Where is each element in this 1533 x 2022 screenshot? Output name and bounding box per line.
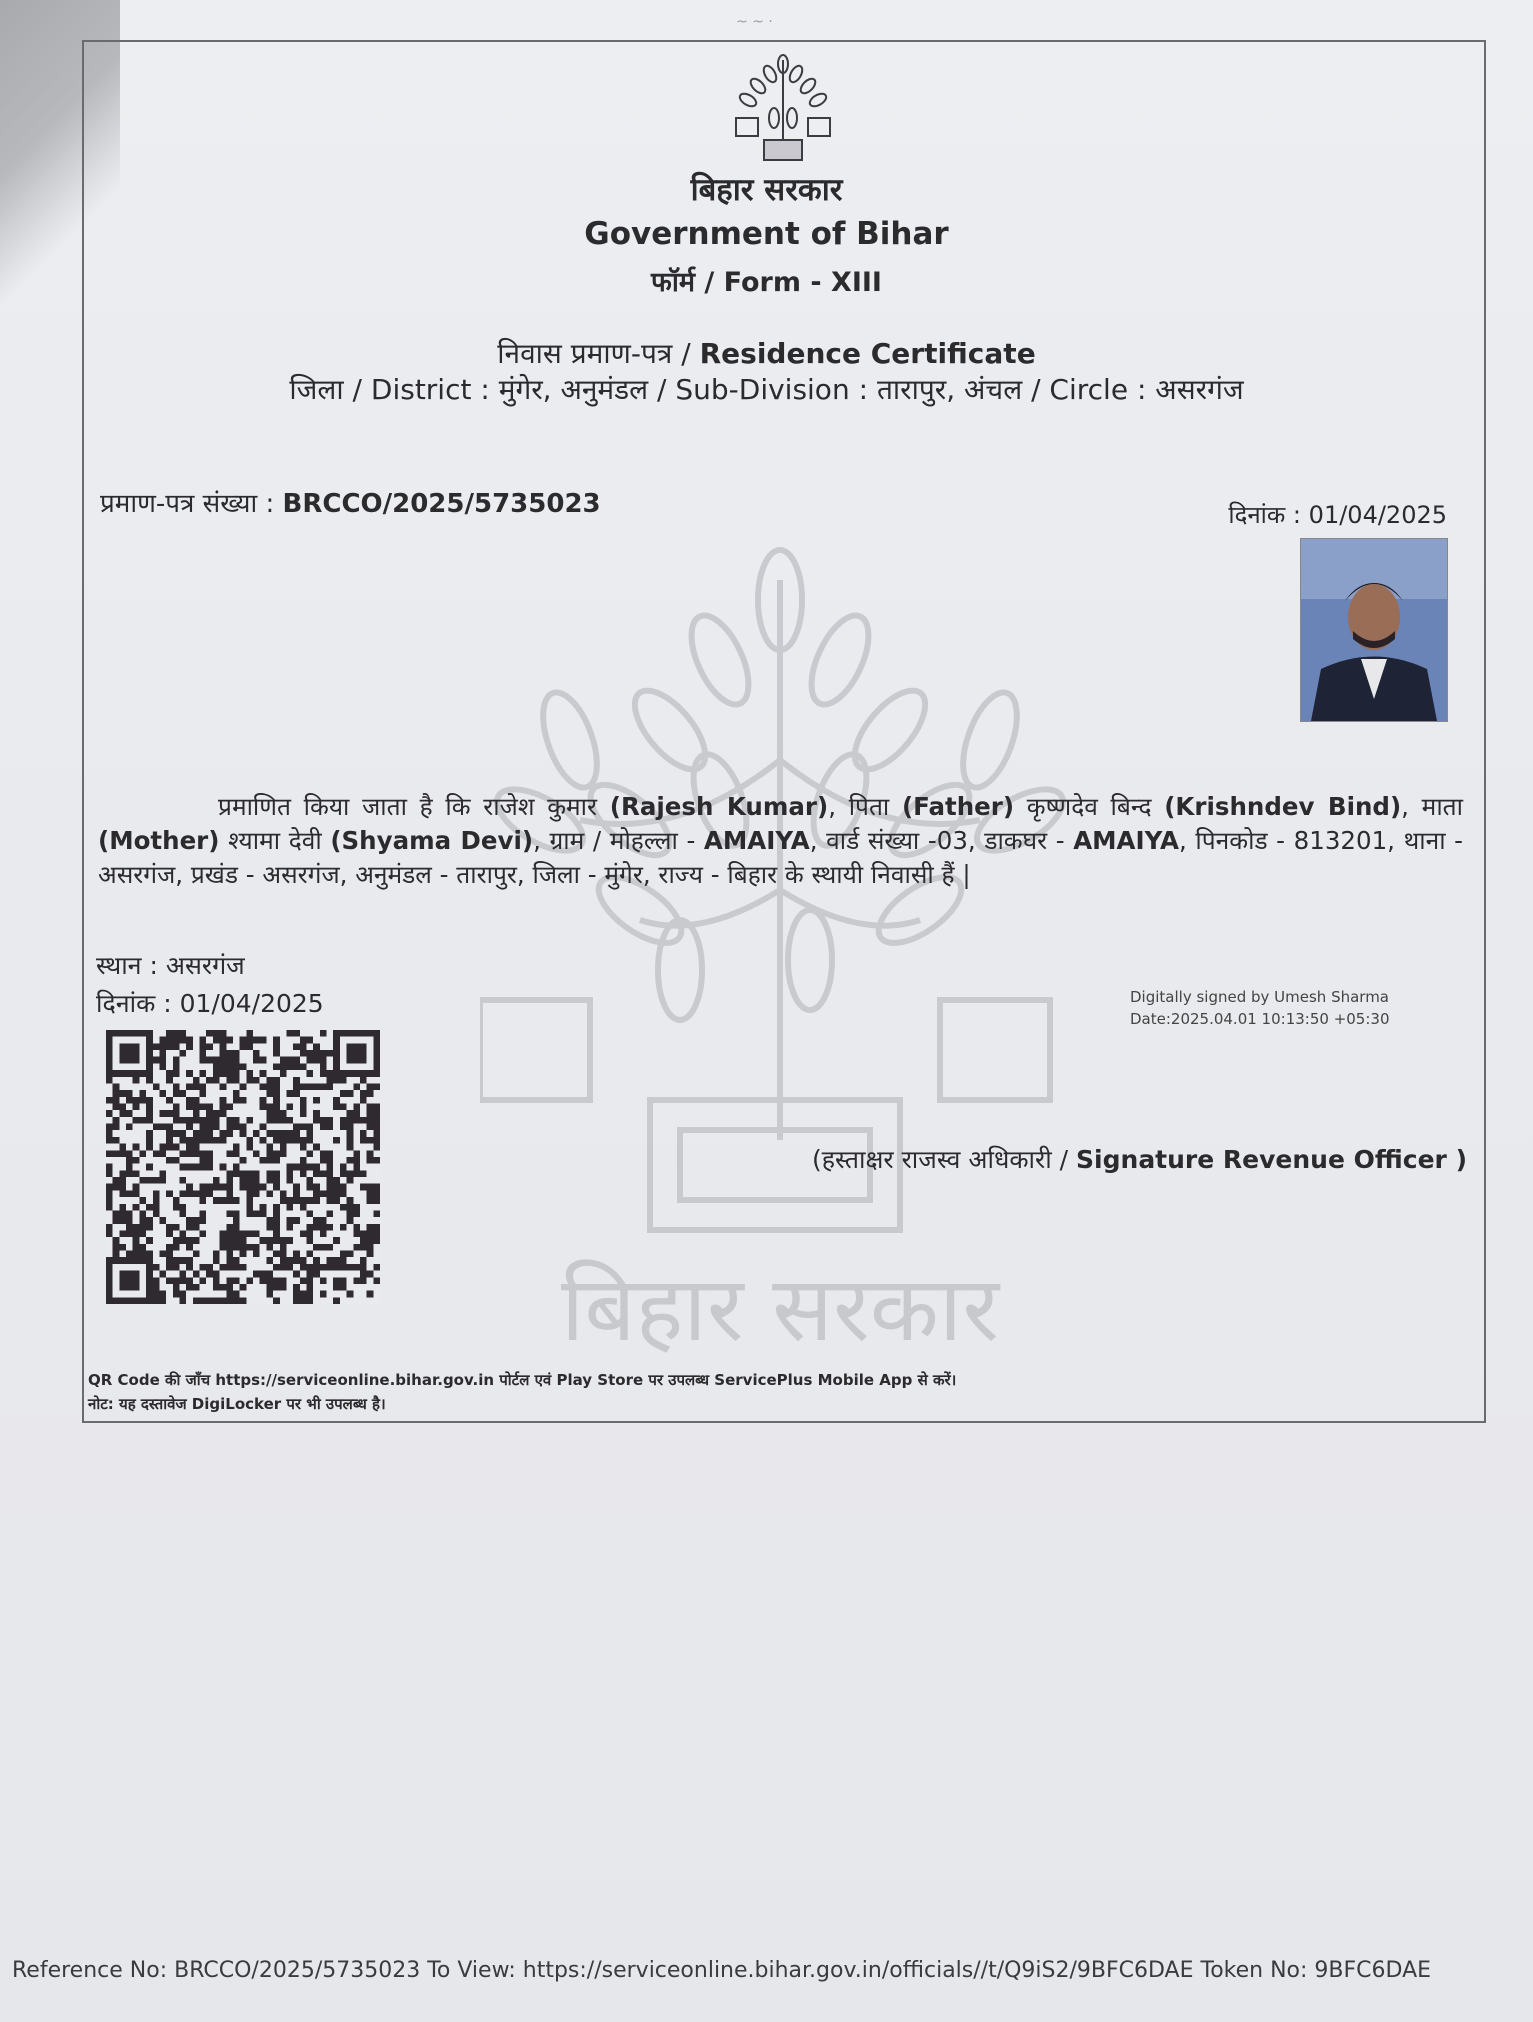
digital-signature-line-2: Date:2025.04.01 10:13:50 +05:30 [1130,1010,1390,1028]
body-text-5: श्यामा देवी [219,826,331,855]
issue-place-label: स्थान : [96,951,158,980]
certificate-number [100,484,601,520]
certificate-date [1228,498,1447,531]
subdivision-label: अनुमंडल / Sub-Division : [560,373,869,406]
applicant-name-english: (Rajesh Kumar) [609,792,829,821]
jurisdiction-line [0,370,1533,408]
body-text-8: , पिनकोड - 813201, थाना - असरगंज, प्रखंड - असरगंज, अनुमंडल - तारापुर, जिला - मुंगेर, राज्य - बिहार के स्थायी निवासी हैं | [98,826,1464,889]
district-label: जिला / District : [289,373,490,406]
title-english: Government of Bihar [584,216,949,252]
issue-place-value: असरगंज [165,951,245,980]
issue-date [96,986,324,1020]
body-text-2: , पिता [828,792,902,821]
applicant-photo [1300,538,1448,722]
circle-value: असरगंज [1155,373,1244,406]
certificate-title-english: Residence Certificate [699,337,1036,370]
issue-place [96,948,245,982]
body-text-1: प्रमाणित किया जाता है कि राजेश कुमार [218,792,610,821]
village-name: AMAIYA [703,826,810,855]
mother-name-english: (Shyama Devi) [330,826,534,855]
father-name-english: (Krishndev Bind) [1164,792,1402,821]
body-text-6: , ग्राम / मोहल्ला - [533,826,704,855]
certificate-body [98,790,1463,892]
certificate-date-value: 01/04/2025 [1308,501,1447,529]
reference-line: Reference No: BRCCO/2025/5735023 To View: https://serviceonline.bihar.gov.in/officials//t/Q9iS2/9BFC6DAE Token No: 9BFC6DAE [12,1958,1432,1983]
qr-code-icon[interactable] [102,1030,384,1304]
district-value: मुंगेर, [498,373,552,406]
signature-label-english: Signature Revenue Officer ) [1076,1145,1468,1174]
issue-date-value: 01/04/2025 [179,989,324,1018]
subdivision-value: तारापुर, [876,373,956,406]
issue-date-label: दिनांक : [96,989,172,1018]
body-text-4: , माता [1401,792,1463,821]
qr-verification-note: QR Code की जाँच https://serviceonline.bihar.gov.in पोर्टल एवं Play Store पर उपलब्ध ServicePlus Mobile App से करें। [88,1371,957,1389]
father-label: (Father) [901,792,1015,821]
mother-label: (Mother) [98,826,220,855]
certificate-number-label: प्रमाण-पत्र संख्या : [100,489,275,519]
body-text-7: , वार्ड संख्या -03, डाकघर - [809,826,1074,855]
body-text-3: कृष्णदेव बिन्द [1014,792,1165,821]
circle-label: अंचल / Circle : [964,373,1147,406]
scan-mark: ~ ~ · [736,14,773,30]
bihar-emblem-icon [718,50,848,165]
certificate-date-label: दिनांक : [1228,501,1302,529]
certificate-number-value: BRCCO/2025/5735023 [282,489,601,519]
title-hindi: बिहार सरकार [690,172,843,208]
bodhi-tree-watermark-icon [480,540,1080,1360]
certificate-title: निवास प्रमाण-पत्र / Residence Certificate [497,337,1036,370]
svg-text:बिहार सरकार: बिहार सरकार [560,1257,1000,1360]
certificate-title-hindi: निवास प्रमाण-पत्र [497,337,673,370]
form-number: फॉर्म / Form - XIII [651,267,882,298]
signature-label-hindi: (हस्ताक्षर राजस्व अधिकारी / [812,1145,1077,1174]
post-office-name: AMAIYA [1073,826,1179,855]
digilocker-note: नोट: यह दस्तावेज DigiLocker पर भी उपलब्ध है। [88,1395,386,1413]
digital-signature-line-1: Digitally signed by Umesh Sharma [1130,988,1389,1006]
signature-label [812,1142,1467,1176]
